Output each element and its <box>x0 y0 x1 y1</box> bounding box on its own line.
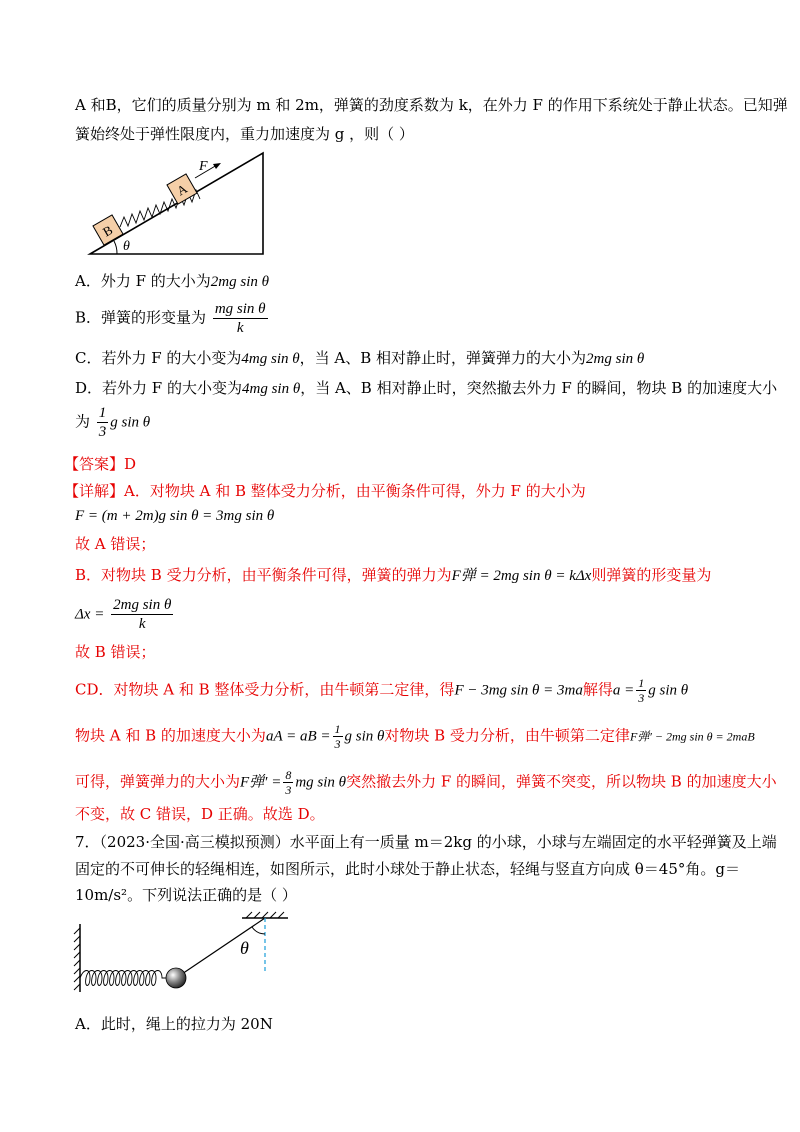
option-a-expr: 2mg sin θ <box>210 274 269 290</box>
incline-triangle <box>90 153 263 254</box>
option-a: A．此时，绳上的拉力为 20N <box>75 1015 273 1033</box>
option-b <box>75 300 270 337</box>
option-d-prefix: 为 <box>75 412 91 431</box>
option-b-fraction <box>213 300 268 337</box>
analysis-line <box>75 722 755 751</box>
equation-left: a = <box>612 682 635 699</box>
question-text-line: 10m/s²。下列说法正确的是（ ） <box>75 886 297 904</box>
force-label: F <box>199 159 208 174</box>
equation-fraction <box>111 596 173 633</box>
analysis-tag: 【详解】 <box>64 482 125 500</box>
option-d-cont <box>75 404 150 441</box>
equation-right: g sin θ <box>648 682 689 699</box>
analysis-text: A．对物块 A 和 B 整体受力分析，由平衡条件可得，外力 F 的大小为 <box>124 482 586 500</box>
fraction-denominator: 3 <box>334 737 341 751</box>
question-text-line: A 和B，它们的质量分别为 m 和 2m，弹簧的劲度系数为 k，在外力 F 的作用下系统处于静止状态。已知弹 <box>75 96 788 114</box>
analysis-line <box>75 676 688 705</box>
analysis-line: 不变，故 C 错误，D 正确。故选 D。 <box>75 805 325 823</box>
analysis-text: 可得，弹簧弹力的大小为 <box>75 772 241 791</box>
analysis-line <box>64 481 586 501</box>
equation-inline: F − 3mg sin θ = 3ma <box>454 682 583 699</box>
equation-left: F弹′ = <box>240 774 282 791</box>
equation-left: Δx = <box>75 606 105 623</box>
analysis-text: 则弹簧的形变量为 <box>591 566 712 584</box>
block-a-label: A <box>174 180 190 199</box>
question-text-line: 簧始终处于弹性限度内，重力加速度为 g ，则（ ） <box>75 125 414 143</box>
equation-fraction <box>636 676 646 705</box>
spring <box>80 971 166 986</box>
fraction-denominator: k <box>236 320 244 336</box>
option-d-expr: 4mg sin θ <box>241 381 301 397</box>
ball <box>166 968 186 988</box>
angle-arc <box>252 927 265 934</box>
option-d-label: D．若外力 F 的大小变为 <box>75 379 242 397</box>
equation-fraction-line <box>75 596 175 633</box>
analysis-text: 解得 <box>582 680 613 699</box>
option-b-label: B．弹簧的形变量为 <box>75 308 207 327</box>
fraction-numerator: 1 <box>98 405 107 421</box>
analysis-text: 物块 A 和 B 的加速度大小为 <box>75 726 266 745</box>
angle-arc <box>114 241 117 254</box>
option-c <box>75 348 644 369</box>
fraction-numerator: 1 <box>638 676 645 690</box>
analysis-text: CD．对物块 A 和 B 整体受力分析，由牛顿第二定律，得 <box>75 680 455 699</box>
answer-label: 【答案】D <box>64 455 137 473</box>
fraction-numerator: 2mg sin θ <box>113 597 172 613</box>
question-text-line: 固定的不可伸长的轻绳相连，如图所示，此时小球处于静止状态，轻绳与竖直方向成 θ＝45°角。g＝ <box>75 860 740 878</box>
fraction-denominator: 3 <box>638 691 645 705</box>
analysis-text: 突然撤去外力 F 的瞬间，弹簧不突变，所以物块 B 的加速度大小 <box>346 772 777 791</box>
option-c-mid: ，当 A、B 相对静止时，弹簧弹力的大小为 <box>299 349 587 367</box>
option-c-expr: 4mg sin θ <box>241 351 300 367</box>
equation-fraction <box>283 768 293 797</box>
analysis-line <box>75 565 711 586</box>
equation-fraction <box>333 722 343 751</box>
option-a <box>75 271 269 292</box>
equation-inline: F弹 = 2mg sin θ = kΔx <box>451 568 592 584</box>
option-d-mid: ，当 A、B 相对静止时，突然撤去外力 F 的瞬间，物块 B 的加速度大小 <box>300 379 778 397</box>
spring-rope-figure <box>70 908 295 1000</box>
fraction-denominator: 3 <box>285 783 292 797</box>
equation-inline: F弹′ − 2mg sin θ = 2maB <box>629 729 755 744</box>
equation-left: aA = aB = <box>265 728 331 745</box>
block-b-label: B <box>100 222 116 240</box>
angle-label: θ <box>240 938 249 958</box>
equation-right: g sin θ <box>344 728 385 745</box>
fraction-denominator: 3 <box>98 424 107 440</box>
analysis-line <box>75 768 777 797</box>
analysis-text: B．对物块 B 受力分析，由平衡条件可得，弹簧的弹力为 <box>75 566 452 584</box>
option-d-tail: g sin θ <box>110 414 151 431</box>
question-text-line: 7．（2023·全国·高三模拟预测）水平面上有一质量 m＝2kg 的小球，小球与左端固定的水平轻弹簧及上端 <box>75 833 777 851</box>
fraction-denominator: k <box>138 616 146 632</box>
equation-right: mg sin θ <box>295 774 347 791</box>
equation: F = (m + 2m)g sin θ = 3mg sin θ <box>75 508 275 524</box>
incline-figure <box>85 150 270 262</box>
analysis-text: 对物块 B 受力分析，由牛顿第二定律 <box>384 726 630 745</box>
option-d-fraction <box>97 404 109 441</box>
fraction-numerator: 1 <box>334 722 341 736</box>
option-a-label: A．外力 F 的大小为 <box>75 272 211 290</box>
option-c-expr2: 2mg sin θ <box>586 351 645 367</box>
conclusion-line: 故 B 错误； <box>75 643 156 661</box>
fraction-numerator: 8 <box>285 768 292 782</box>
angle-label: θ <box>123 239 130 254</box>
force-arrowhead <box>213 163 221 169</box>
option-d <box>75 378 777 399</box>
conclusion-line: 故 A 错误； <box>75 535 156 553</box>
option-c-label: C．若外力 F 的大小变为 <box>75 349 242 367</box>
rope <box>176 918 265 978</box>
fraction-numerator: mg sin θ <box>214 301 266 317</box>
